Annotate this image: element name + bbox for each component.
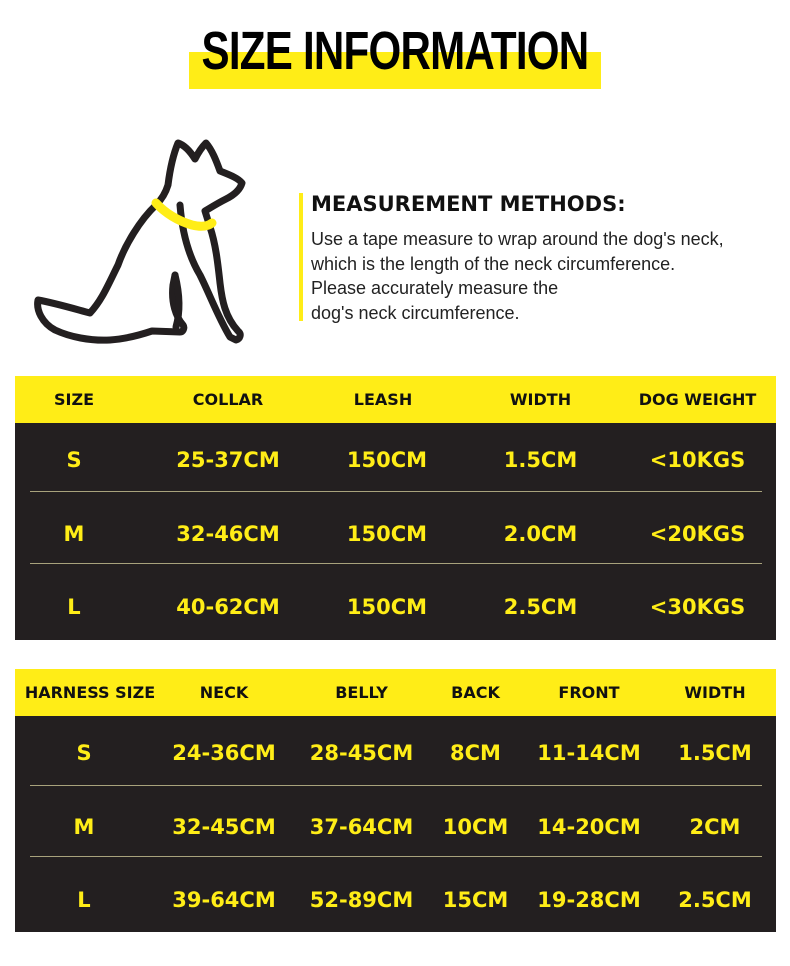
cell-leash: 150CM: [346, 522, 428, 546]
cell-size: M: [63, 522, 85, 546]
cell-dog-weight: <30KGS: [649, 595, 746, 619]
header-neck: NECK: [199, 683, 249, 702]
header-leash: LEASH: [353, 390, 413, 409]
collar-table-header: [15, 376, 776, 423]
cell-back: 10CM: [442, 815, 509, 839]
cell-collar: 25-37CM: [176, 448, 280, 472]
harness-table-header: [15, 669, 776, 716]
cell-leash: 150CM: [346, 448, 428, 472]
header-size: SIZE: [53, 390, 94, 409]
measurement-text: [311, 227, 724, 325]
harness-size-table: [15, 669, 776, 932]
measurement-line: which is the length of the neck circumference.: [311, 253, 676, 274]
method-accent-bar: [299, 193, 303, 321]
cell-width: 2.5CM: [678, 888, 752, 912]
cell-size: L: [67, 595, 81, 619]
cell-width: 2.5CM: [503, 595, 578, 619]
cell-back: 8CM: [450, 741, 501, 765]
cell-neck: 32-45CM: [172, 815, 276, 839]
header-width: WIDTH: [684, 683, 746, 702]
cell-width: 2.0CM: [503, 522, 578, 546]
measurement-line: dog's neck circumference.: [311, 302, 520, 323]
table-row: [15, 571, 776, 643]
cell-belly: 37-64CM: [309, 815, 414, 839]
cell-dog-weight: <10KGS: [649, 448, 746, 472]
cell-width: 1.5CM: [503, 448, 578, 472]
measurement-line: Use a tape measure to wrap around the dog's neck,: [311, 229, 724, 249]
cell-width: 2CM: [689, 815, 741, 839]
sitting-dog-with-collar-icon: [30, 135, 255, 350]
header-harness-size: HARNESS SIZE: [24, 683, 156, 702]
table-row: [15, 717, 776, 789]
cell-collar: 40-62CM: [176, 595, 280, 619]
cell-neck: 39-64CM: [172, 888, 276, 912]
header-collar: COLLAR: [192, 390, 264, 409]
row-divider: [30, 491, 762, 492]
table-row: [15, 864, 776, 936]
cell-front: 11-14CM: [537, 741, 641, 765]
header-belly: BELLY: [335, 683, 388, 702]
cell-belly: 52-89CM: [309, 888, 414, 912]
row-divider: [30, 563, 762, 564]
cell-size: S: [66, 448, 82, 472]
page-title: SIZE INFORMATION: [201, 21, 589, 81]
table-row: [15, 791, 776, 863]
header-front: FRONT: [558, 683, 620, 702]
measurement-line: Please accurately measure the: [311, 278, 559, 298]
cell-width: 1.5CM: [678, 741, 752, 765]
cell-collar: 32-46CM: [176, 522, 280, 546]
cell-neck: 24-36CM: [172, 741, 276, 765]
cell-harness-size: S: [76, 741, 92, 765]
collar-size-table: [15, 376, 776, 640]
cell-belly: 28-45CM: [309, 741, 414, 765]
cell-leash: 150CM: [346, 595, 428, 619]
cell-harness-size: L: [77, 888, 91, 912]
table-row: [15, 498, 776, 570]
header-width: WIDTH: [509, 390, 572, 409]
title-section: [0, 0, 790, 100]
cell-dog-weight: <20KGS: [649, 522, 746, 546]
cell-back: 15CM: [442, 888, 509, 912]
table-row: [15, 424, 776, 496]
measurement-heading: MEASUREMENT METHODS:: [311, 192, 626, 216]
row-divider: [30, 856, 762, 857]
header-back: BACK: [451, 683, 500, 702]
row-divider: [30, 785, 762, 786]
header-dog-weight: DOG WEIGHT: [638, 390, 757, 409]
cell-front: 19-28CM: [537, 888, 641, 912]
cell-harness-size: M: [73, 815, 95, 839]
cell-front: 14-20CM: [537, 815, 641, 839]
